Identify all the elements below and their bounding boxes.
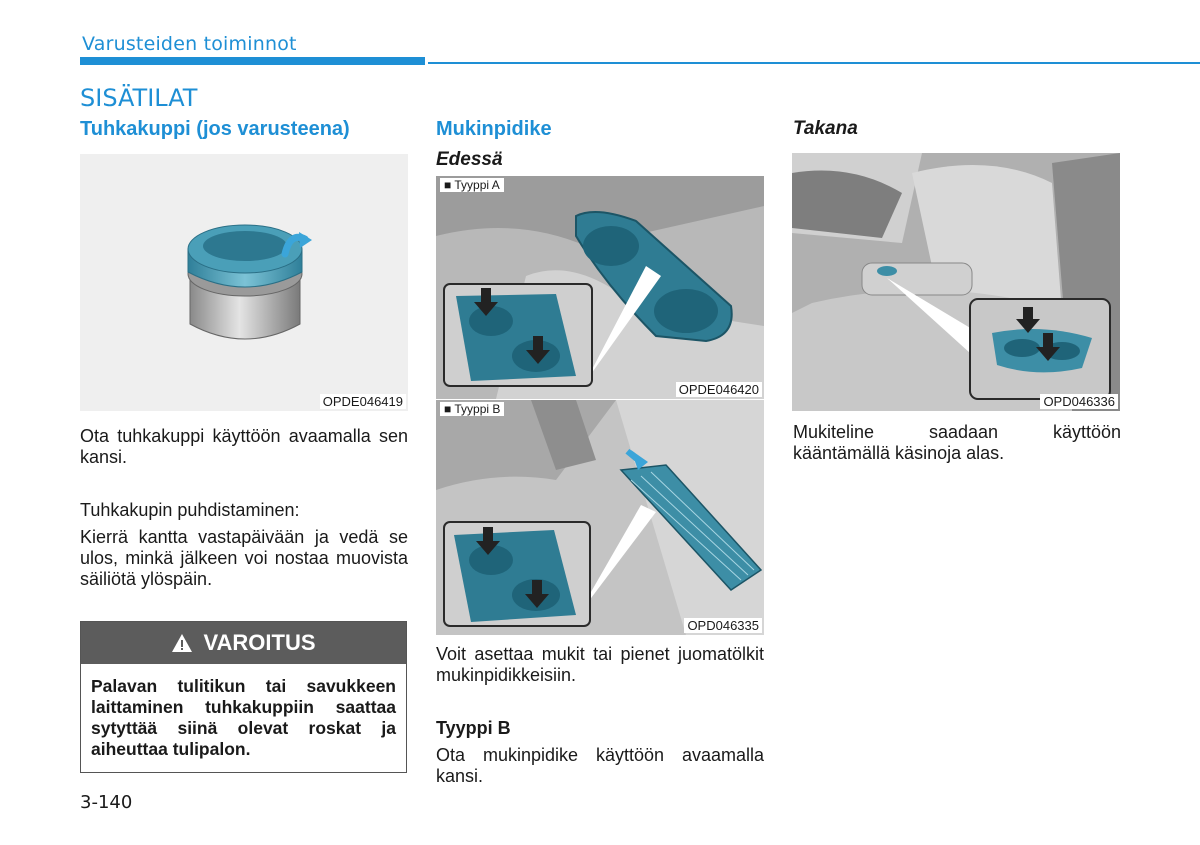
- figure-code: OPD046335: [684, 618, 762, 633]
- cupholder-type-a-illustration: [436, 176, 764, 399]
- cupholder-heading: Mukinpidike: [436, 118, 552, 140]
- section-header: Varusteiden toiminnot: [82, 33, 297, 55]
- warning-triangle-icon: [171, 633, 193, 653]
- page-number: 3-140: [80, 792, 133, 813]
- ashtray-illustration: [80, 154, 408, 411]
- front-cupholder-figure-a: [436, 176, 764, 399]
- warning-box: [80, 621, 407, 773]
- figure-code: OPDE046420: [676, 382, 762, 397]
- ashtray-heading: Tuhkakuppi (jos varusteena): [80, 118, 350, 140]
- rear-cupholder-illustration: [792, 153, 1120, 411]
- ashtray-para-1: Ota tuhkakuppi käyttöön avaamalla sen kansi.: [80, 426, 408, 467]
- warning-header: [81, 622, 406, 664]
- front-subheading: Edessä: [436, 149, 503, 170]
- ashtray-para-2: Tuhkakupin puhdistaminen:: [80, 500, 300, 520]
- front-cupholder-figure-b: [436, 400, 764, 635]
- rear-subheading: Takana: [793, 118, 858, 139]
- header-rule-thick: [80, 57, 425, 65]
- type-b-tag: ■ Tyyppi B: [440, 402, 504, 416]
- rear-cupholder-figure: [792, 153, 1120, 411]
- cupholder-para-1: Voit asettaa mukit tai pienet juomatölkit mukinpidikkeisiin.: [436, 644, 764, 685]
- ashtray-figure: [80, 154, 408, 411]
- cupholder-para-2: Ota mukinpidike käyttöön avaamalla kansi.: [436, 745, 764, 786]
- header-rule-thin: [428, 62, 1200, 64]
- type-a-tag: ■ Tyyppi A: [440, 178, 504, 192]
- ashtray-para-3: Kierrä kantta vastapäivään ja vedä se ulos, minkä jälkeen voi nostaa muovista säiliötä ylöspäin.: [80, 527, 408, 589]
- warning-text: Palavan tulitikun tai savukkeen laittaminen tuhkakuppiin saattaa sytyttää siinä olevat roskat ja aiheuttaa tulipalon.: [91, 676, 396, 759]
- figure-code: OPDE046419: [320, 394, 406, 409]
- cupholder-type-b-illustration: [436, 400, 764, 635]
- type-b-heading: Tyyppi B: [436, 718, 511, 738]
- warning-title: VAROITUS: [203, 630, 316, 655]
- figure-code: OPD046336: [1040, 394, 1118, 409]
- rear-para-1: Mukiteline saadaan käyttöön kääntämällä käsinoja alas.: [793, 422, 1121, 463]
- page-title: SISÄTILAT: [80, 84, 198, 112]
